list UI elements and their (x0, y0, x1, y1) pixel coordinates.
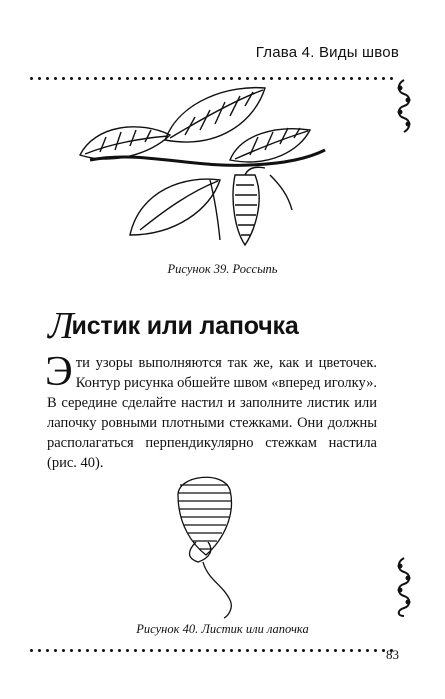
rule-dot (358, 649, 361, 652)
rule-dot (350, 649, 353, 652)
rule-dot (334, 649, 337, 652)
rule-dot (62, 77, 65, 80)
rule-dot (222, 649, 225, 652)
rule-dot (158, 649, 161, 652)
rule-dot (374, 649, 377, 652)
rule-dot (358, 77, 361, 80)
rule-dot (230, 649, 233, 652)
rule-dot (366, 77, 369, 80)
rule-dot (374, 77, 377, 80)
drop-cap: Э (45, 349, 73, 395)
rule-dot (174, 649, 177, 652)
figure-40-caption: Рисунок 40. Листик или лапочка (136, 622, 309, 636)
bottom-scroll-ornament (393, 556, 415, 618)
rule-dot (246, 649, 249, 652)
rule-dot (134, 649, 137, 652)
rule-dot (350, 77, 353, 80)
rule-dot (278, 649, 281, 652)
rule-dot (214, 649, 217, 652)
rule-dot (206, 649, 209, 652)
rule-dot (126, 649, 129, 652)
rule-dot (262, 649, 265, 652)
chapter-title: Глава 4. Виды швов (255, 44, 399, 61)
rule-dot (382, 649, 385, 652)
rule-dot (54, 77, 57, 80)
rule-dot (302, 649, 305, 652)
rule-dot (318, 649, 321, 652)
rule-dot (310, 649, 313, 652)
rule-dot (30, 649, 33, 652)
section-heading (48, 307, 299, 345)
section-heading-initial: Л (48, 305, 74, 347)
rule-dot (38, 77, 41, 80)
figure-rossyp-illustration (70, 80, 335, 255)
rule-dot (62, 649, 65, 652)
rule-dot (118, 649, 121, 652)
rule-dot (190, 649, 193, 652)
rule-dot (30, 77, 33, 80)
body-paragraph (45, 349, 377, 473)
figure-39-caption: Рисунок 39. Россыпь (167, 262, 278, 276)
rule-dot (46, 649, 49, 652)
section-heading-text: истик или лапочка (71, 312, 299, 340)
rule-dot (166, 649, 169, 652)
rule-dot (38, 649, 41, 652)
rule-dot (142, 649, 145, 652)
rule-dot (342, 77, 345, 80)
rule-dot (382, 77, 385, 80)
rule-dot (78, 649, 81, 652)
rule-dot (182, 649, 185, 652)
rule-dot (198, 649, 201, 652)
paragraph-text: ти узоры выполняются так же, как и цветочек. Контур рисунка обшейте швом «вперед иголку». В середине сделайте настил и заполните листик или лапочку ровными плотными стежками. Они должны располагаться перпендикулярно стежкам настила (рис. 40). (47, 355, 377, 471)
top-scroll-ornament (393, 78, 415, 134)
rule-dot (54, 649, 57, 652)
rule-dot (342, 649, 345, 652)
figure-listik-illustration (158, 470, 248, 620)
rule-dot (238, 649, 241, 652)
page-number: 83 (386, 647, 399, 662)
rule-dot (70, 649, 73, 652)
rule-dot (294, 649, 297, 652)
rule-dot (46, 77, 49, 80)
rule-dot (86, 649, 89, 652)
rule-dot (254, 649, 257, 652)
rule-dot (102, 649, 105, 652)
rule-dot (94, 649, 97, 652)
rule-dot (366, 649, 369, 652)
rule-dot (270, 649, 273, 652)
rule-dot (150, 649, 153, 652)
rule-dot (110, 649, 113, 652)
footer-dotted-rule (30, 639, 401, 641)
rule-dot (286, 649, 289, 652)
header-dotted-rule (30, 67, 401, 69)
rule-dot (326, 649, 329, 652)
